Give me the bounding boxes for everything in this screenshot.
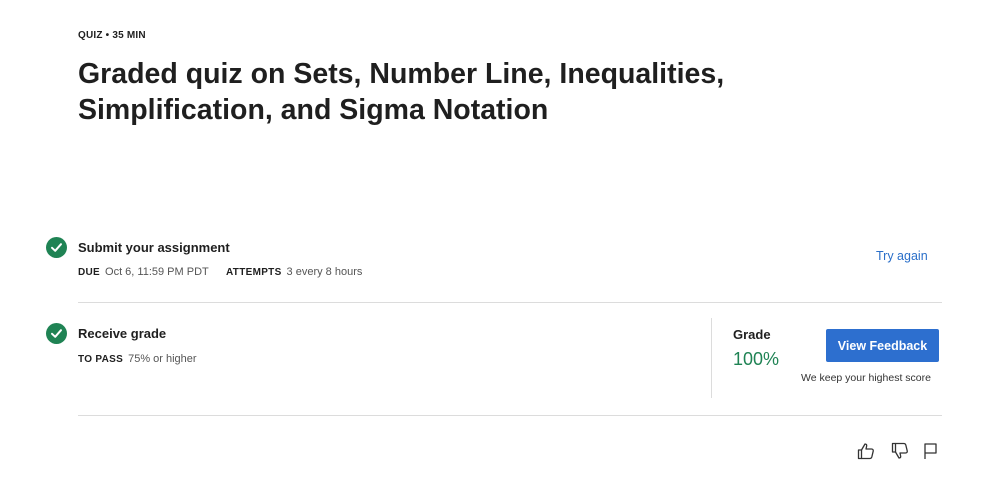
due-info [78,266,209,278]
grade-step-title: Receive grade [78,326,167,341]
submit-check-icon [46,237,67,258]
attempts-label: ATTEMPTS [226,267,282,278]
grade-check-icon [46,323,67,344]
page-title: Graded quiz on Sets, Number Line, Inequalities, Simplification, and Sigma Notation [78,58,725,126]
divider [78,302,942,303]
due-label: DUE [78,267,101,278]
pass-label: TO PASS [78,354,124,365]
attempts-value: 3 every 8 hours [286,266,363,278]
attempts-info [226,266,362,278]
grade-value: 100% [733,349,780,369]
pass-value: 75% or higher [128,353,197,365]
try-again-link[interactable]: Try again [876,249,928,263]
pass-info [78,353,197,365]
keep-highest-note: We keep your highest score [801,372,931,384]
quiz-meta: QUIZ • 35 MIN [78,30,146,41]
thumbs-down-icon[interactable] [890,441,910,461]
thumbs-up-icon[interactable] [856,441,876,461]
due-value: Oct 6, 11:59 PM PDT [105,266,209,278]
vertical-divider [711,318,712,398]
divider [78,415,942,416]
grade-label: Grade [733,327,771,342]
flag-icon[interactable] [921,441,941,461]
view-feedback-button[interactable]: View Feedback [826,329,939,362]
submit-step-title: Submit your assignment [78,240,230,255]
